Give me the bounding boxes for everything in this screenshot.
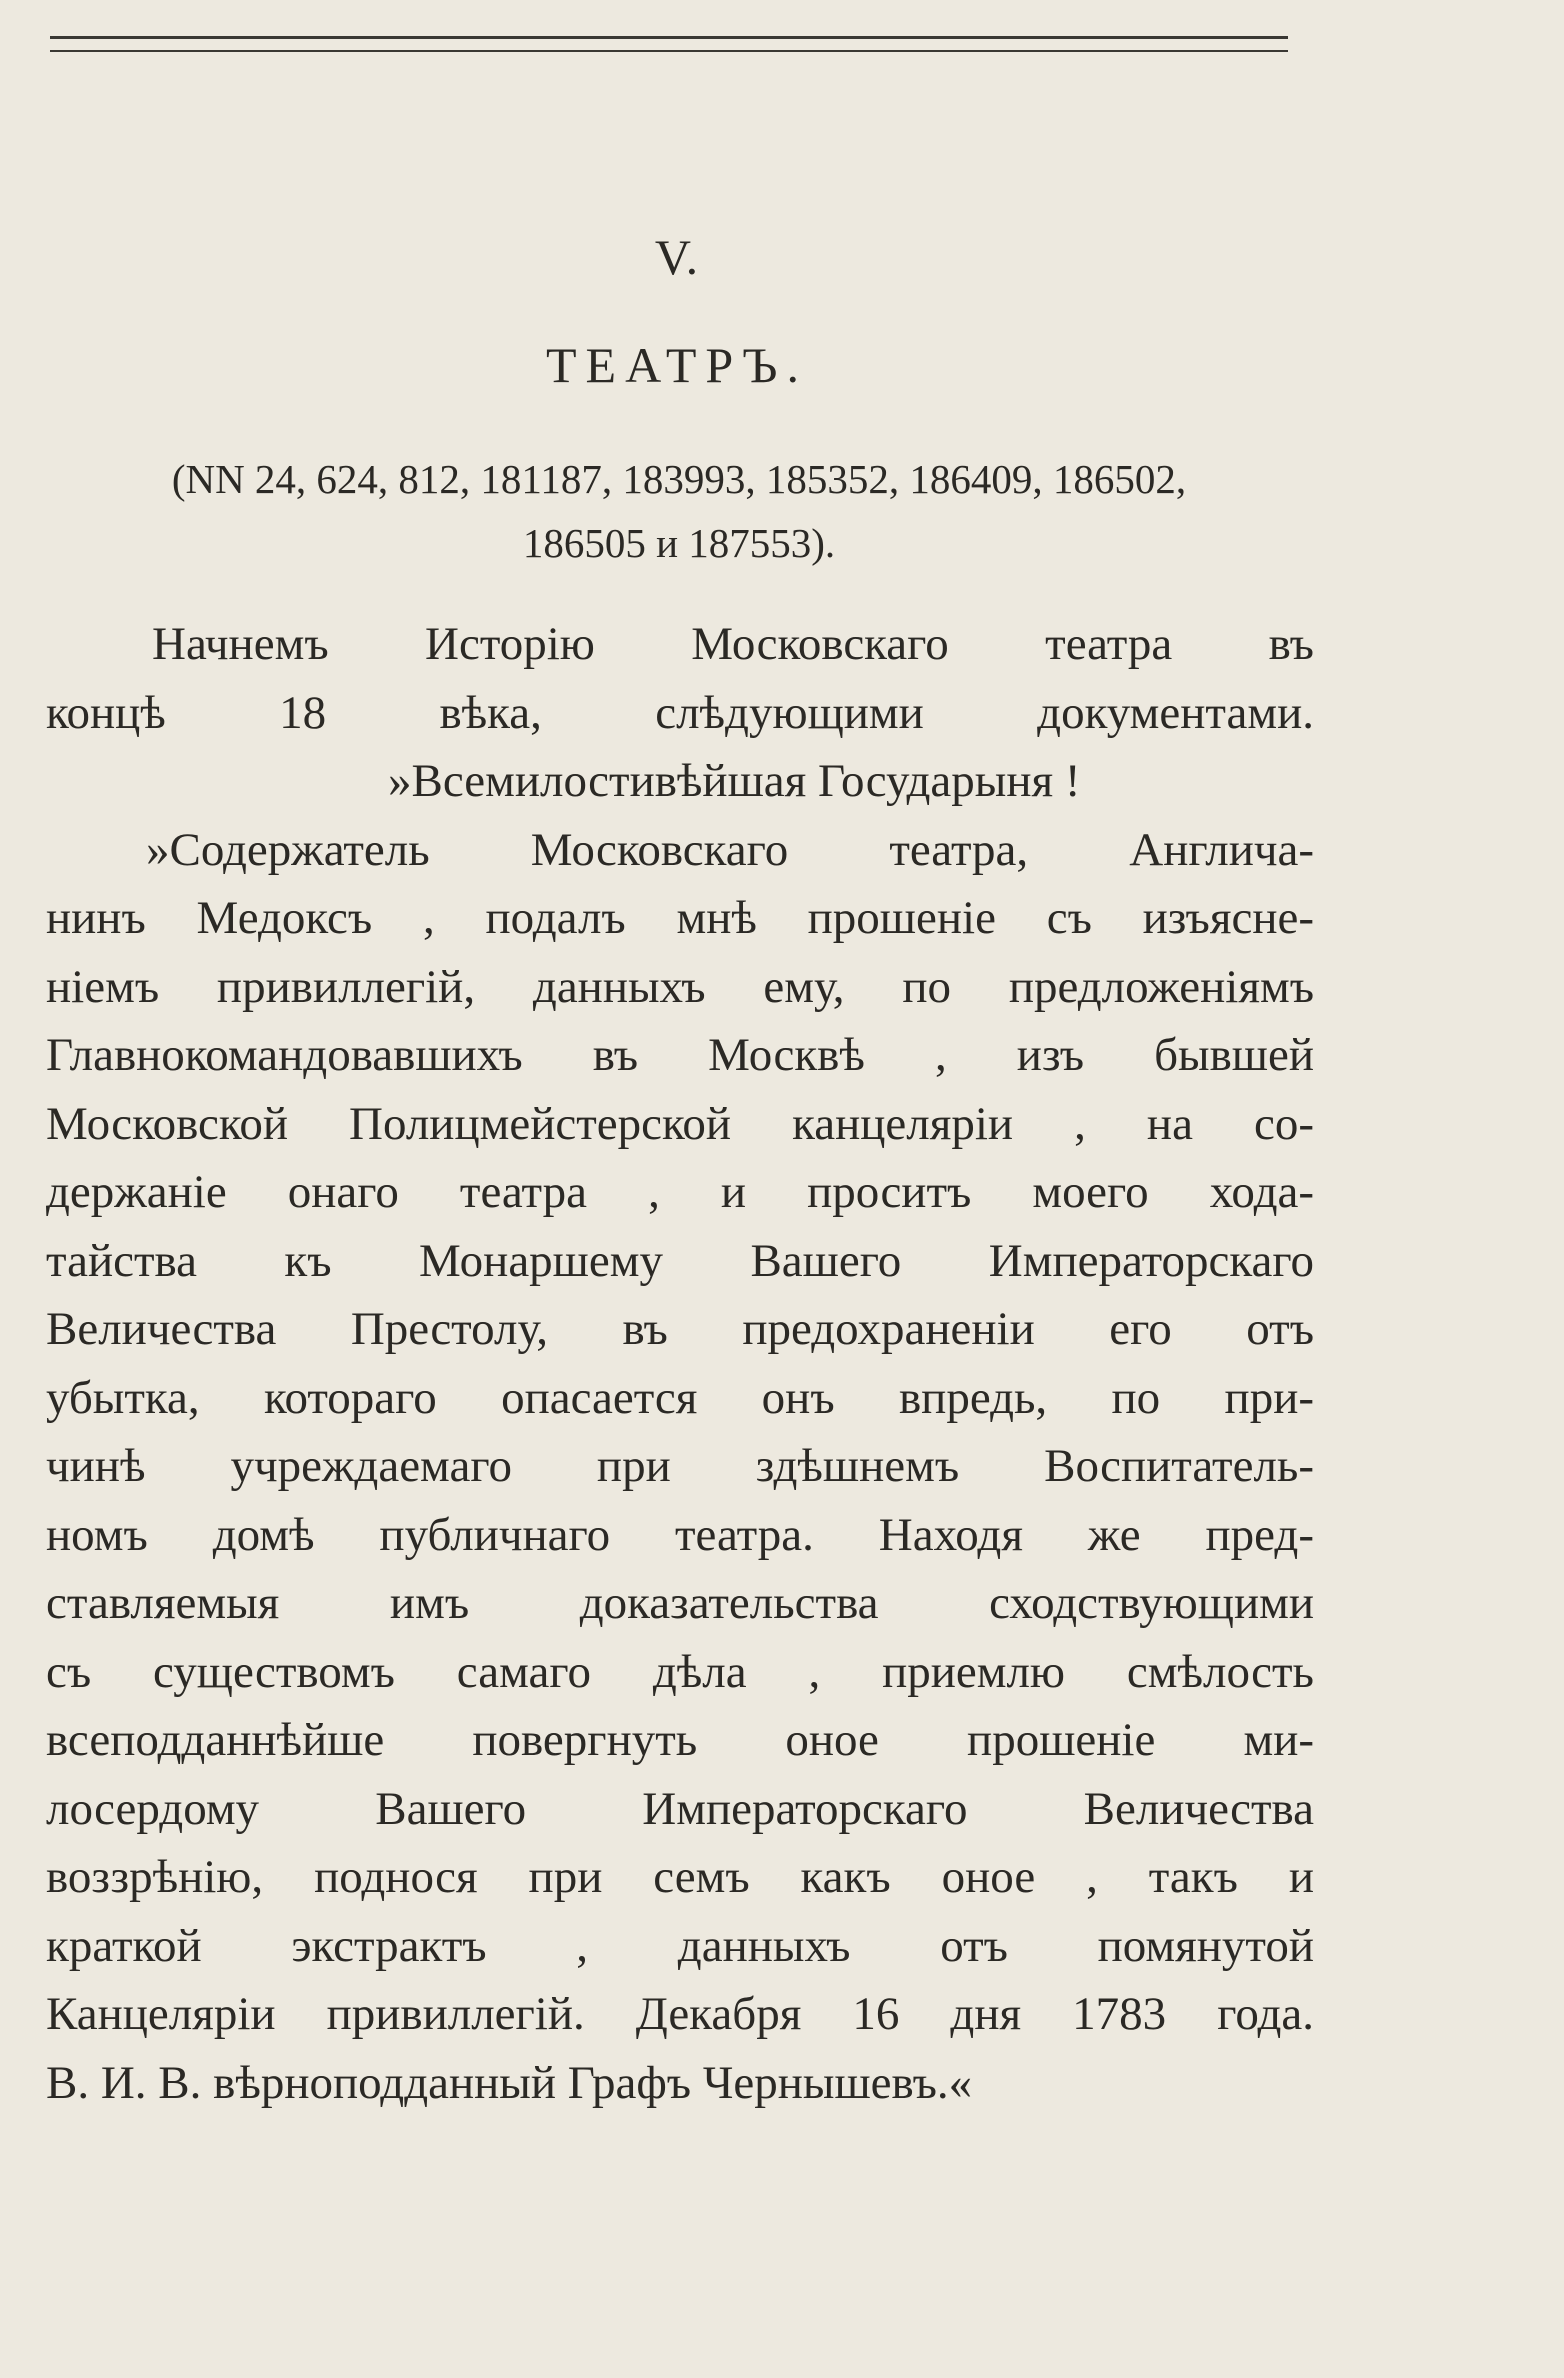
- text-line-8: Московской Полицмейстерской канцеляріи , на со-: [46, 1097, 1314, 1150]
- text-line-14: номъ домѣ публичнаго театра. Находя же пред-: [46, 1508, 1314, 1561]
- text-line-20: краткой экстрактъ , данныхъ отъ помянутой: [46, 1919, 1314, 1972]
- text-line-15: ставляемыя имъ доказательства сходствующими: [46, 1577, 1314, 1629]
- body-text: [46, 610, 1314, 2117]
- reference-numbers: [48, 447, 1310, 575]
- text-line-1: Начнемъ Исторію Московскаго театра въ: [152, 618, 1314, 670]
- text-line-13: чинѣ учреждаемаго при здѣшнемъ Воспитатель-: [46, 1440, 1314, 1492]
- reference-line-2: 186505 и 187553).: [522, 520, 836, 566]
- text-line-11: Величества Престолу, въ предохраненіи его отъ: [46, 1303, 1314, 1355]
- text-line-5: нинъ Медоксъ , подалъ мнѣ прошеніе съ изъясне-: [46, 892, 1314, 944]
- text-line-6: ніемъ привиллегій, данныхъ ему, по предложеніямъ: [46, 960, 1314, 1013]
- section-title: ТЕАТРЪ.: [546, 337, 808, 393]
- salutation-line: »Всемилостивѣйшая Государыня !: [388, 755, 1081, 807]
- text-line-16: съ существомъ самаго дѣла , приемлю смѣлость: [46, 1645, 1314, 1698]
- text-line-18: лосердому Вашего Императорскаго Величества: [46, 1782, 1314, 1835]
- text-line-9: держаніе онаго театра , и проситъ моего хода-: [46, 1166, 1314, 1218]
- text-line-19: воззрѣнію, поднося при семъ какъ оное , такъ и: [46, 1851, 1314, 1903]
- text-line-7: Главнокомандовавшихъ въ Москвѣ , изъ бывшей: [46, 1029, 1314, 1081]
- section-number: V.: [654, 229, 700, 285]
- text-line-4: »Содержатель Московскаго театра, Англича-: [146, 823, 1314, 876]
- text-line-10: тайства къ Монаршему Вашего Императорскаго: [46, 1234, 1314, 1287]
- signature-line: В. И. В. вѣрноподданный Графъ Чернышевъ.«: [46, 2056, 973, 2109]
- header-rule-bottom: [50, 50, 1288, 52]
- reference-line-1: (NN 24, 624, 812, 181187, 183993, 185352, 186409, 186502,: [171, 456, 1187, 502]
- text-line-12: убытка, котораго опасается онъ впредь, по при-: [46, 1371, 1314, 1424]
- header-rule-top: [50, 36, 1288, 39]
- text-line-17: всеподданнѣйше повергнуть оное прошеніе ми-: [46, 1714, 1314, 1766]
- text-line-21: Канцеляріи привиллегій. Декабря 16 дня 1783 года.: [46, 1988, 1314, 2040]
- text-line-2: концѣ 18 вѣка, слѣдующими документами.: [46, 686, 1314, 739]
